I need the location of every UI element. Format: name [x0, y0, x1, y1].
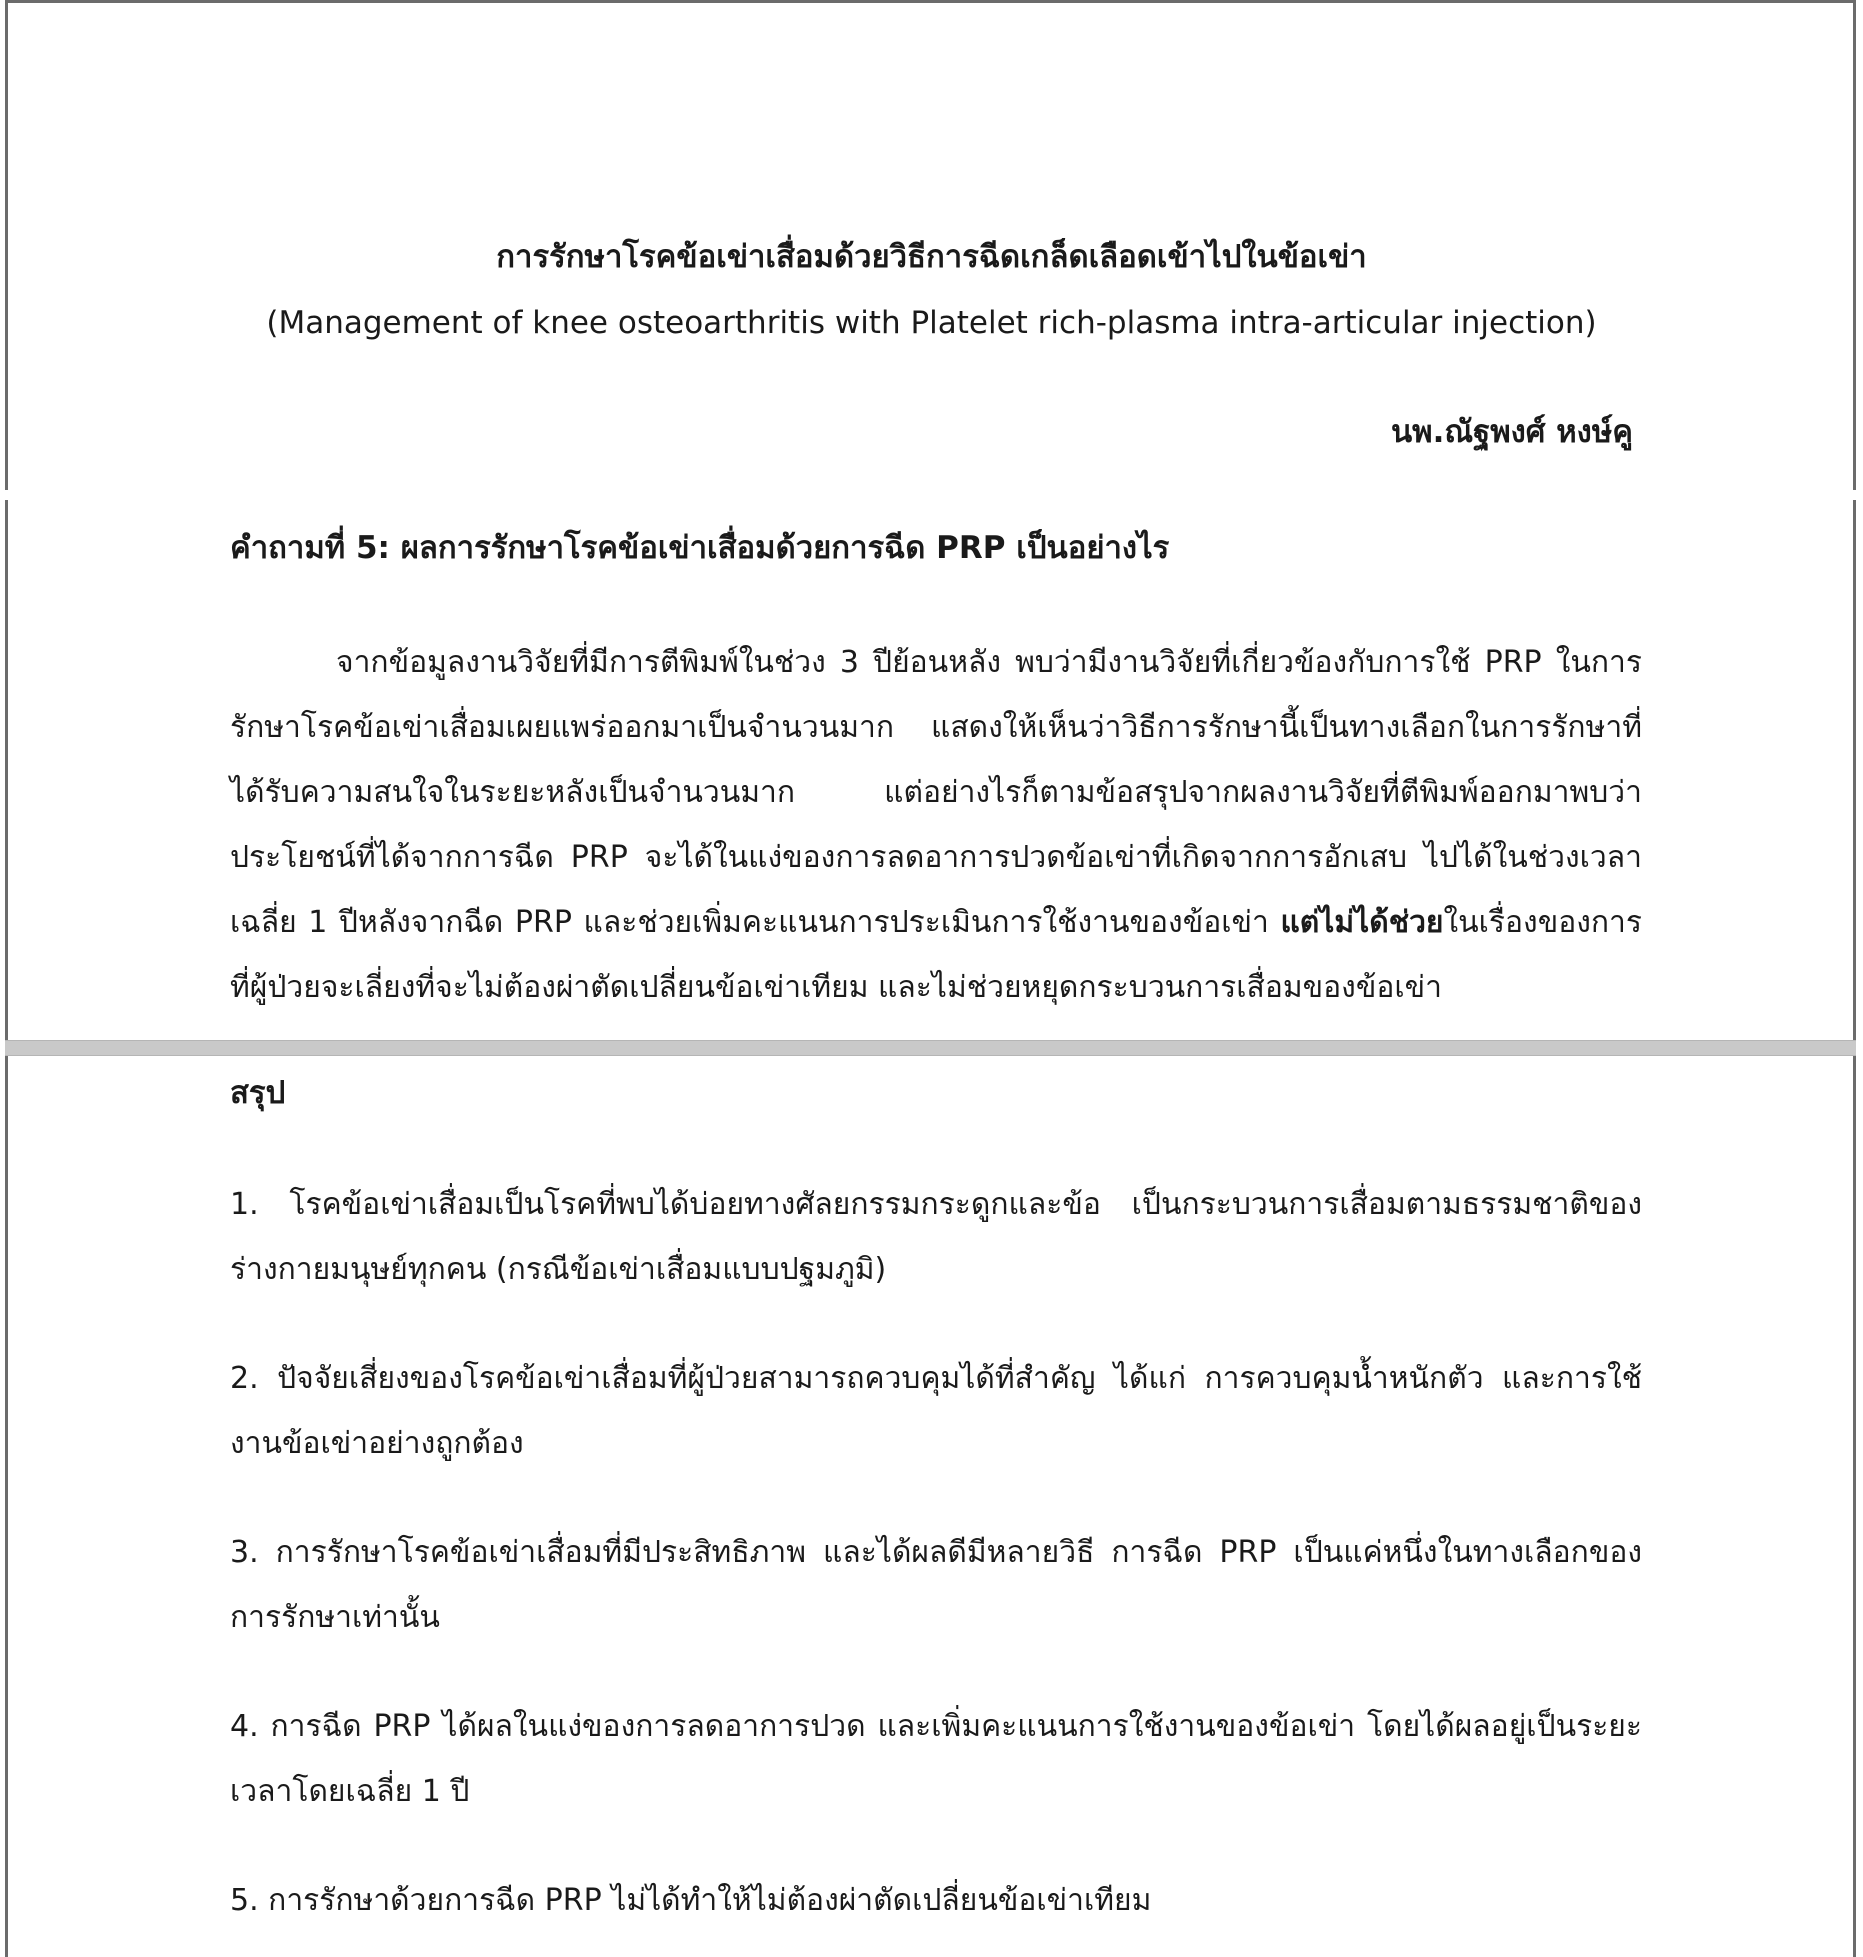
author-name: นพ.ณัฐพงศ์ หงษ์คู [1390, 414, 1633, 450]
summary-item: 1. โรคข้อเข่าเสื่อมเป็นโรคที่พบได้บ่อยทางศัลยกรรมกระดูกและข้อ เป็นกระบวนการเสื่อมตามธรรมชาติของร่างกายมนุษย์ทุกคน (กรณีข้อเข่าเสื่อมแบบปฐมภูมิ) [230, 1187, 1642, 1287]
summary-item: 2. ปัจจัยเสี่ยงของโรคข้อเข่าเสื่อมที่ผู้ป่วยสามารถควบคุมได้ที่สำคัญ ได้แก่ การควบคุมน้ำหนักตัว และการใช้งานข้อเข่าอย่างถูกต้อง [230, 1361, 1642, 1461]
section-separator [5, 1040, 1856, 1056]
answer-text-part1: จากข้อมูลงานวิจัยที่มีการตีพิมพ์ในช่วง 3 ปีย้อนหลัง พบว่ามีงานวิจัยที่เกี่ยวข้องกับการใช้ PRP ในการรักษาโรคข้อเข่าเสื่อมเผยแพร่ออกมาเป็นจำนวนมาก แสดงให้เห็นว่าวิธีการรักษานี้เป็นทางเลือกในการรักษาที่ได้รับความสนใจในระยะหลังเป็นจำนวนมาก แต่อย่างไรก็ตามข้อสรุปจากผลงานวิจัยที่ตีพิมพ์ออกมาพบว่า ประโยชน์ที่ได้จากการฉีด PRP จะได้ในแง่ของการลดอาการปวดข้อเข่าที่เกิดจากการอักเสบ ไปได้ในช่วงเวลาเฉลี่ย 1 ปีหลังจากฉีด PRP และช่วยเพิ่มคะแนนการประเมินการใช้งานของข้อเข่า [230, 645, 1642, 940]
summary-item: 5. การรักษาด้วยการฉีด PRP ไม่ได้ทำให้ไม่ต้องผ่าตัดเปลี่ยนข้อเข่าเทียม [230, 1883, 1152, 1918]
document-title-thai: การรักษาโรคข้อเข่าเสื่อมด้วยวิธีการฉีดเกล็ดเลือดเข้าไปในข้อเข่า [496, 239, 1367, 275]
summary-item: 4. การฉีด PRP ได้ผลในแง่ของการลดอาการปวด และเพิ่มคะแนนการใช้งานของข้อเข่า โดยได้ผลอยู่เป็นระยะเวลาโดยเฉลี่ย 1 ปี [230, 1709, 1642, 1809]
answer-text-bold: แต่ไม่ได้ช่วย [1280, 905, 1444, 940]
question-heading: คำถามที่ 5: ผลการรักษาโรคข้อเข่าเสื่อมด้วยการฉีด PRP เป็นอย่างไร [230, 530, 1170, 566]
frame-notch-right [1853, 490, 1859, 500]
answer-paragraph [230, 630, 1642, 1020]
document-title-english: (Management of knee osteoarthritis with Platelet rich-plasma intra-articular injection) [266, 305, 1597, 341]
summary-heading: สรุป [230, 1075, 286, 1111]
frame-notch-left [4, 490, 10, 500]
summary-item: 3. การรักษาโรคข้อเข่าเสื่อมที่มีประสิทธิภาพ และได้ผลดีมีหลายวิธี การฉีด PRP เป็นแค่หนึ่งในทางเลือกของการรักษาเท่านั้น [230, 1535, 1642, 1635]
answer-text-part2: ในเรื่องของการที่ผู้ป่วยจะเลี่ยงที่จะไม่ต้องผ่าตัดเปลี่ยนข้อเข่าเทียม และไม่ช่วยหยุดกระบวนการเสื่อมของข้อเข่า [230, 905, 1642, 1005]
